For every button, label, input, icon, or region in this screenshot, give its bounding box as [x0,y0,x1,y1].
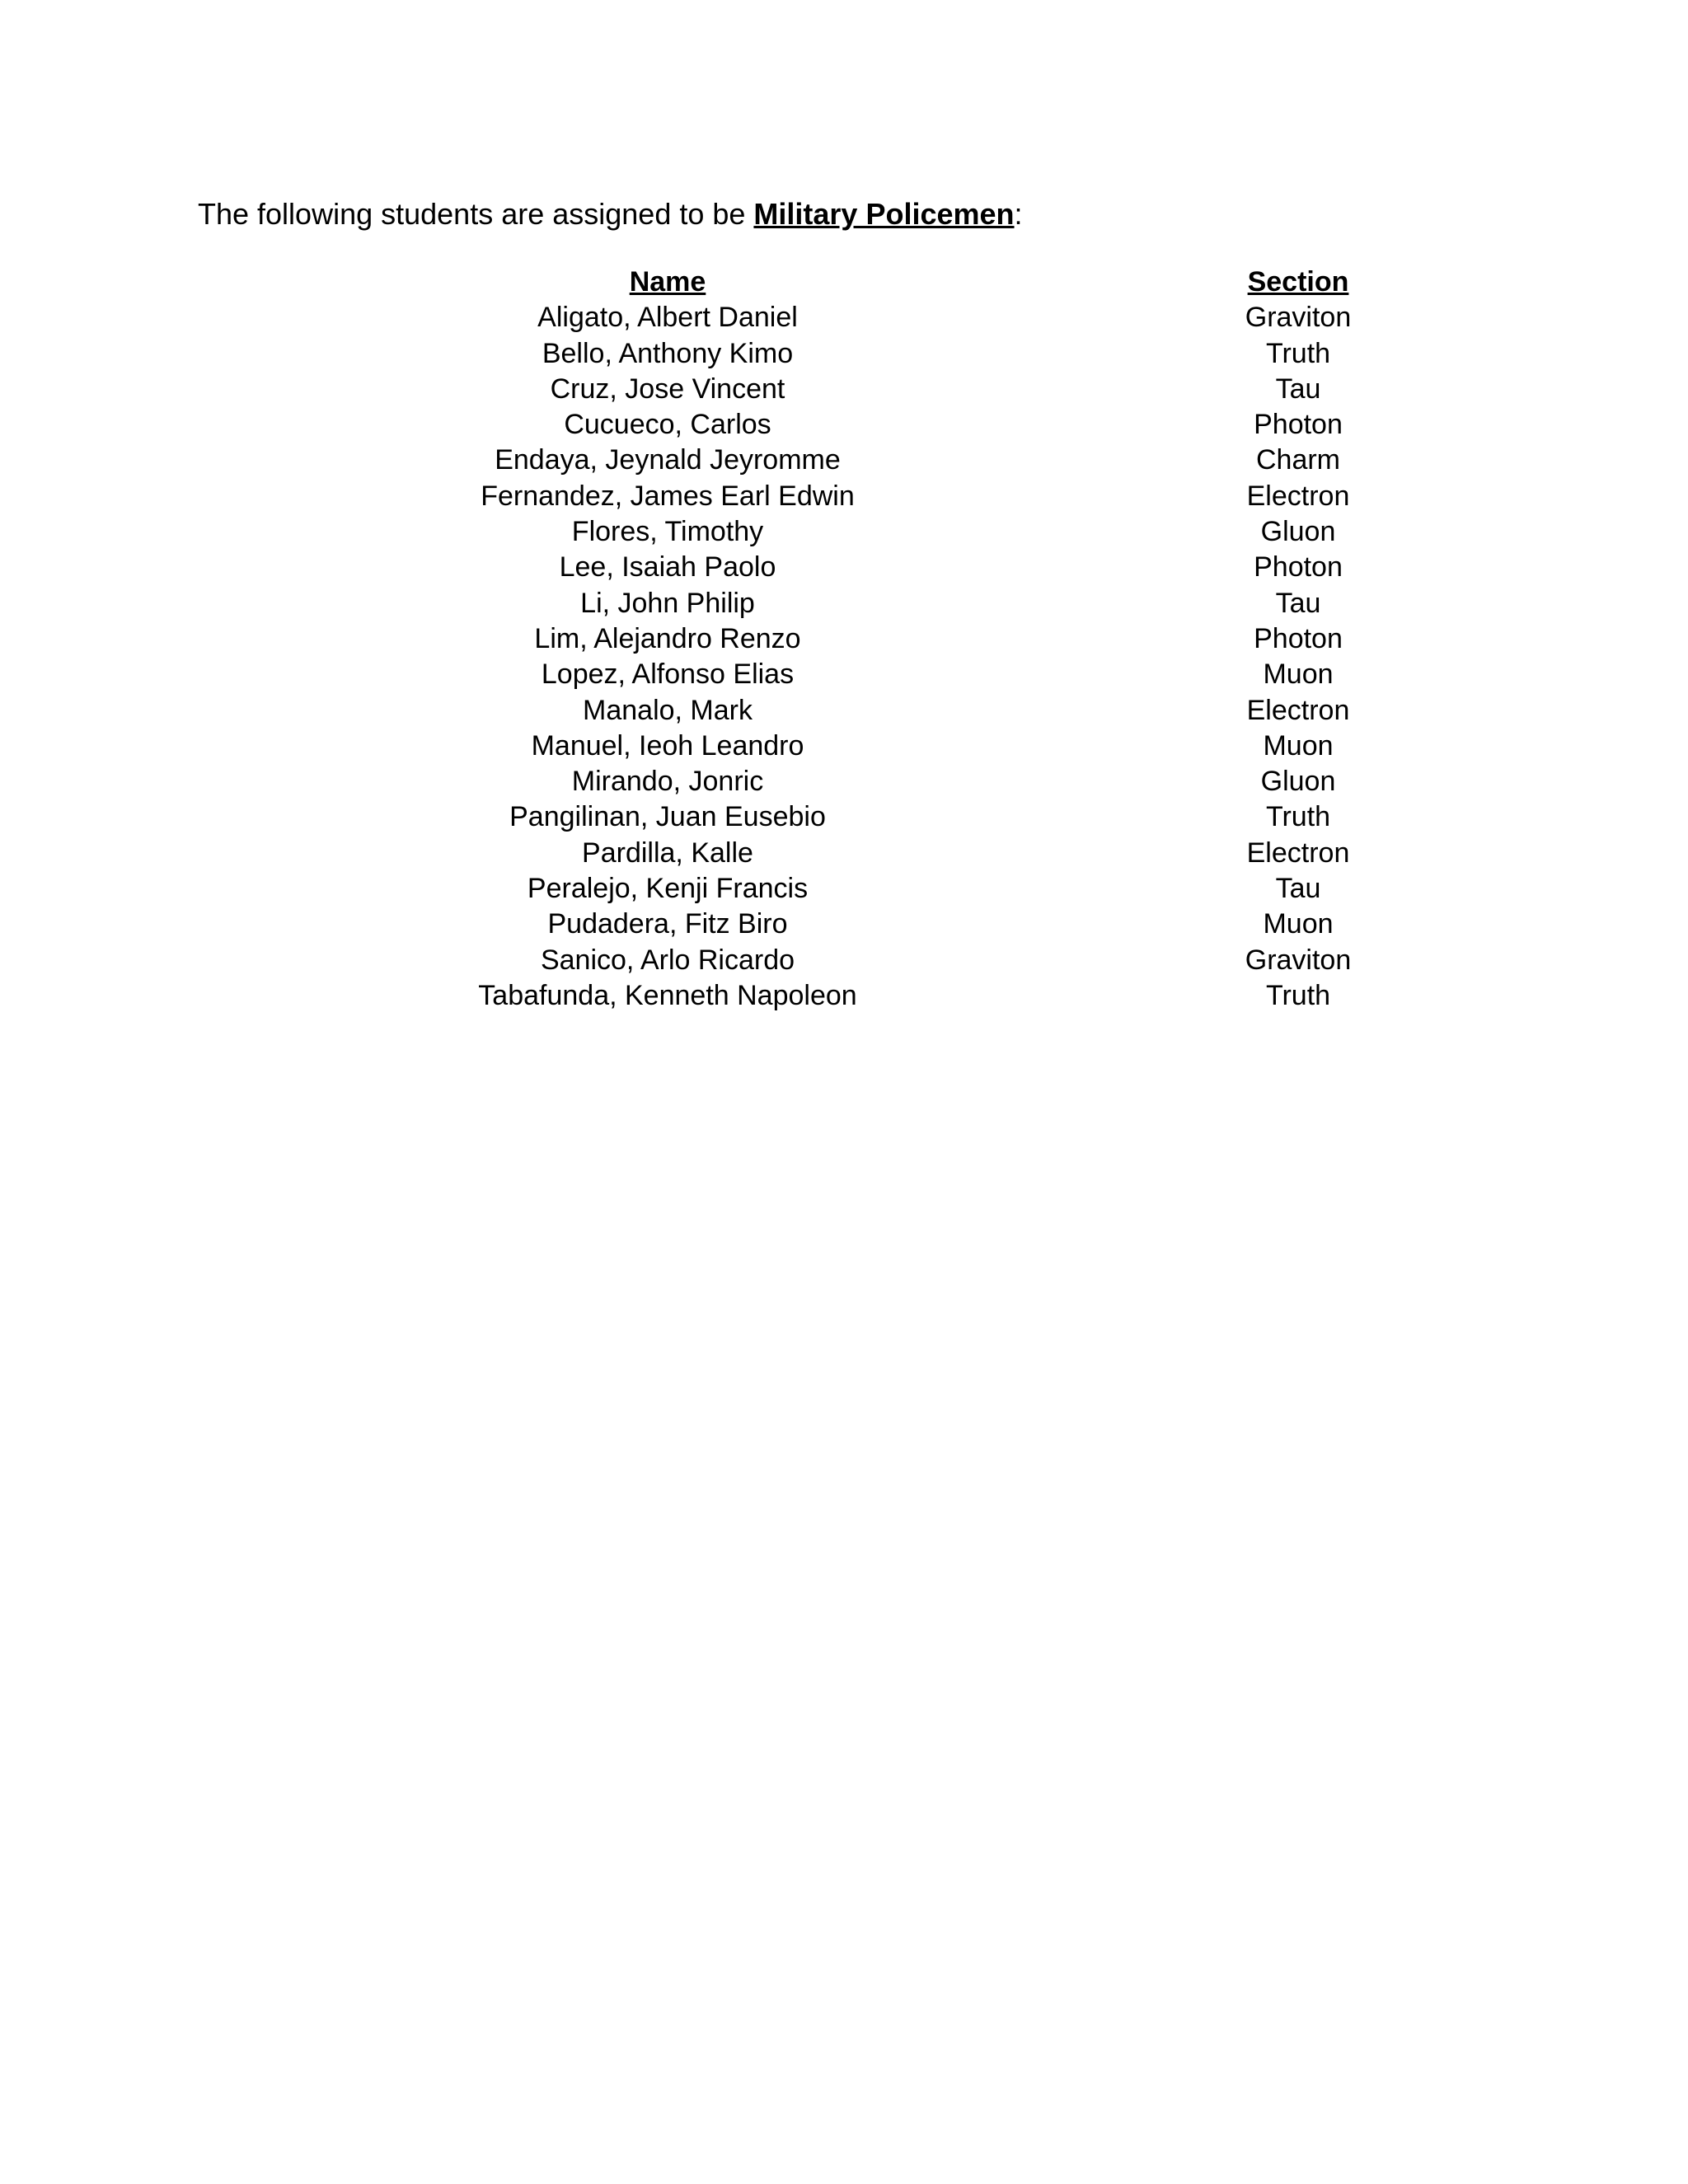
table-row [0,836,1688,871]
table-row [0,336,1688,372]
table-row [0,657,1688,692]
table-row [0,407,1688,443]
table-row [0,372,1688,407]
student-name: Fernandez, James Earl Edwin [481,480,855,512]
table-row [0,799,1688,835]
student-section: Truth [1265,337,1331,369]
student-name: Li, John Philip [580,587,755,619]
student-name: Manuel, Ieoh Leandro [531,729,804,762]
student-section: Muon [1263,658,1334,691]
student-name: Lim, Alejandro Renzo [534,622,801,654]
student-section: Charm [1255,444,1341,476]
student-name: Pangilinan, Juan Eusebio [509,801,826,833]
student-roster-table [0,265,1688,1014]
student-name: Manalo, Mark [583,694,753,726]
table-row [0,764,1688,799]
table-row [0,300,1688,335]
table-row [0,621,1688,657]
table-row [0,550,1688,585]
student-section: Muon [1263,729,1334,762]
student-name: Pudadera, Fitz Biro [547,908,788,940]
table-row [0,479,1688,514]
intro-prefix: The following students are assigned to be [198,197,754,231]
table-row [0,871,1688,907]
student-name: Pardilla, Kalle [582,837,753,869]
student-name: Lee, Isaiah Paolo [559,551,776,583]
section-column-header: Section [1247,266,1349,298]
student-name: Endaya, Jeynald Jeyromme [495,444,841,476]
student-section: Tau [1275,587,1321,619]
student-section: Photon [1254,551,1343,583]
table-row [0,978,1688,1014]
student-section: Tau [1275,873,1321,905]
table-row [0,729,1688,764]
student-name: Peralejo, Kenji Francis [527,873,809,905]
student-section: Truth [1265,979,1331,1011]
student-section: Electron [1246,694,1350,726]
student-name: Aligato, Albert Daniel [537,302,798,334]
table-row [0,586,1688,621]
student-name: Mirando, Jonric [571,766,764,798]
student-section: Muon [1263,908,1334,940]
student-name: Sanico, Arlo Ricardo [540,944,795,976]
student-section: Truth [1265,801,1331,833]
student-section: Gluon [1260,766,1336,798]
table-header-row [0,265,1688,300]
assigned-role: Military Policemen [753,197,1015,231]
student-section: Tau [1275,373,1321,405]
table-row [0,514,1688,550]
student-section: Electron [1246,837,1350,869]
student-name: Tabafunda, Kenneth Napoleon [478,979,857,1011]
student-section: Graviton [1245,302,1352,334]
student-name: Cruz, Jose Vincent [550,373,785,405]
table-row [0,943,1688,978]
student-section: Photon [1254,622,1343,654]
student-section: Photon [1254,409,1343,441]
student-name: Cucueco, Carlos [564,409,771,441]
student-name: Lopez, Alfonso Elias [541,658,795,691]
student-name: Flores, Timothy [571,516,764,548]
student-section: Electron [1246,480,1350,512]
student-name: Bello, Anthony Kimo [542,337,794,369]
table-row [0,907,1688,942]
student-section: Graviton [1245,944,1352,976]
name-column-header: Name [629,266,706,298]
student-section: Gluon [1260,516,1336,548]
intro-sentence [198,191,1023,237]
intro-suffix: : [1014,197,1023,231]
table-row [0,443,1688,478]
table-row [0,693,1688,729]
